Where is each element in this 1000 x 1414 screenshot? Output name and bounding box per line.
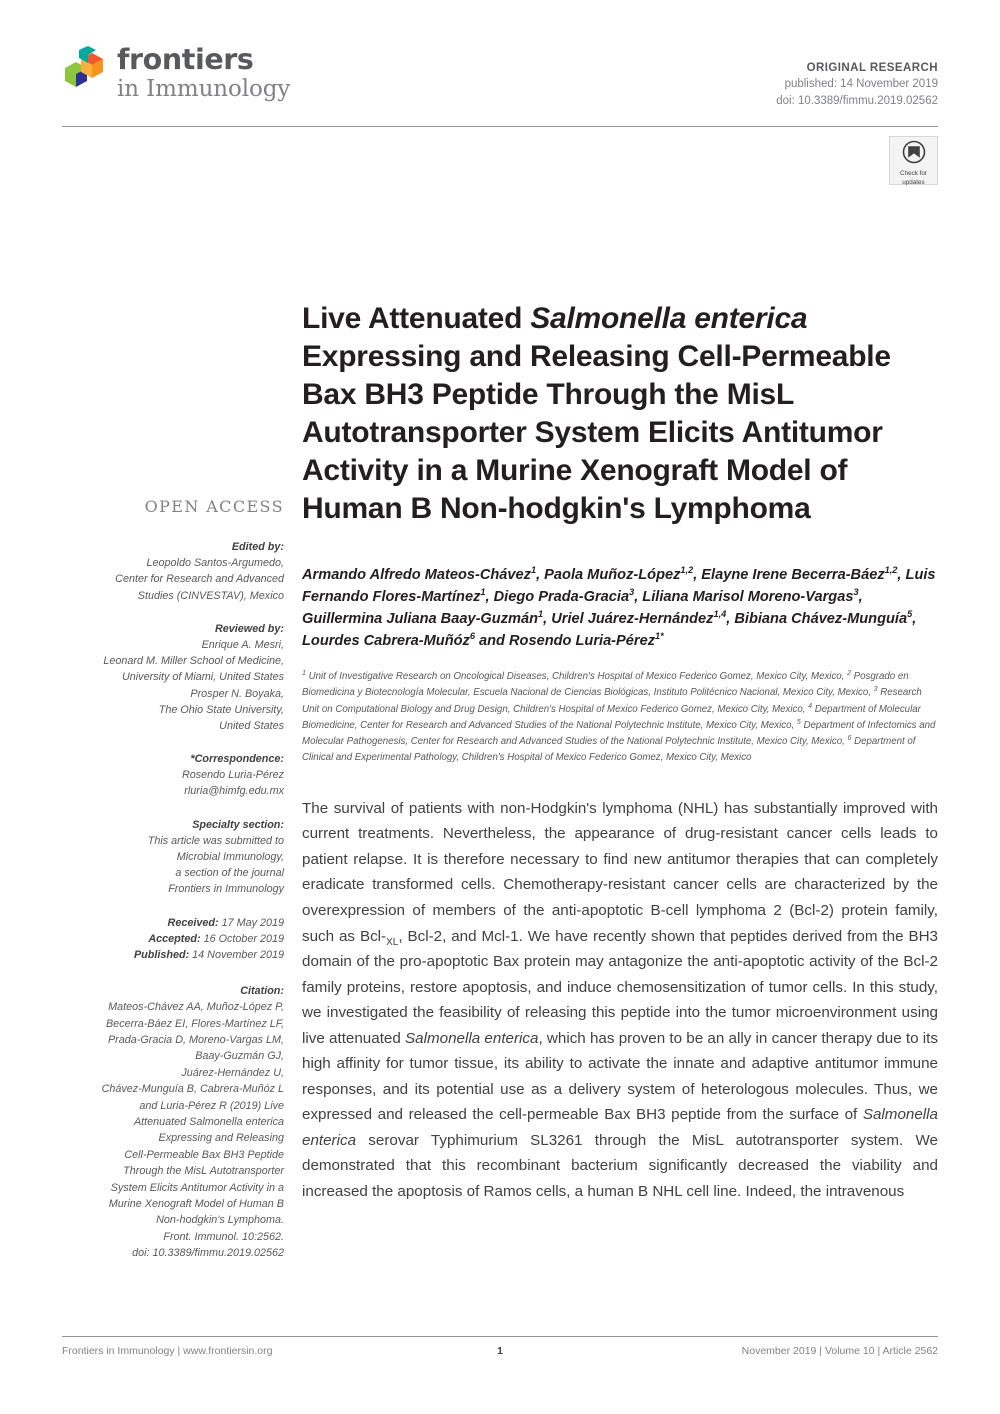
- editor-line: Leopoldo Santos-Argumedo,: [146, 557, 284, 570]
- published-label: Published:: [133, 949, 190, 962]
- article-dates-block: [62, 915, 284, 964]
- crossmark-label-line2: updates: [902, 178, 925, 186]
- specialty-line: Frontiers in Immunology: [168, 883, 284, 896]
- specialty-line: a section of the journal: [175, 867, 284, 880]
- published-date: published: 14 November 2019: [784, 78, 938, 91]
- page-footer: [62, 1345, 938, 1365]
- affiliations-list: $^1$ Unit of Investigative Research on Oncological Diseases, Children's Hospital of Mexico Federico Gomez, Mexico City, Mexico, $^2$ Posgrado en Biomedicina y Biotecnología Molecular, Escuela Nacional de Ciencias Biológicas, Instituto Politécnico Nacional, Mexico City, Mexico, $^3$ Research Unit on Computational Biology and Drug Design, Children's Hospital of Mexico Federico Gomez, Mexico City, Mexico, $^4$ Department of Molecular Biomedicine, Center for Research and Advanced Studies of the National Polytechnic Institute, Mexico City, Mexico, $^5$ Department of Infectomics and Molecular Pathogenesis, Center for Research and Advanced Studies of the National Polytechnic Institute, Mexico City, Mexico, $^6$ Department of Clinical and Experimental Pathology, Children's Hospital of Mexico Federico Gomez, Mexico City, Mexico: [302, 670, 936, 763]
- received-label: Received:: [167, 916, 219, 929]
- citation-line: Murine Xenograft Model of Human B: [108, 1198, 284, 1211]
- logo-frontiers-word: frontiers: [117, 43, 254, 76]
- editor-line: Center for Research and Advanced: [115, 573, 284, 586]
- footer-issue-info: November 2019 | Volume 10 | Article 2562: [741, 1345, 938, 1357]
- frontiers-cubes-icon: [62, 46, 108, 94]
- specialty-line: This article was submitted to: [147, 834, 284, 847]
- citation-block: [62, 983, 284, 1262]
- citation-doi[interactable]: doi: 10.3389/fimmu.2019.02562: [132, 1247, 284, 1260]
- accepted-value: 16 October 2019: [203, 932, 284, 945]
- abstract-text: The survival of patients with non-Hodgkin's lymphoma (NHL) has substantially improved with current treatments. Nevertheless, the appearance of drug-resistant cancer cells leads to patient relapse. It is therefore necessary to find new antitumor therapies that can completely eradicate transformed cells. Chemotherapy-resistant cancer cells are characterized by the overexpression of members of the anti-apoptotic B-cell lymphoma 2 (Bcl-2) protein family, such as Bcl-$_{XL}$, Bcl-2, and Mcl-1. We have recently shown that peptides derived from the BH3 domain of the pro-apoptotic Bax protein may antagonize the anti-apoptotic activity of the Bcl-2 family proteins, restore apoptosis, and induce chemosensitization of tumor cells. In this study, we investigated the feasibility of releasing this peptide into the tumor microenvironment using live attenuated Salmonella enterica, which has proven to be an ally in cancer therapy due to its high affinity for tumor tissue, its ability to activate the innate and adaptive antitumor immune responses, and its potential use as a delivery system of heterologous molecules. Thus, we expressed and released the cell-permeable Bax BH3 peptide from the surface of Salmonella enterica serovar Typhimurium SL3261 through the MisL autotransporter system. We demonstrated that this recombinant bacterium significantly decreased the viability and increased the apoptosis of Ramos cells, a human B NHL cell line. Indeed, the intravenous: [302, 799, 939, 1200]
- citation-line: Through the MisL Autotransporter: [123, 1165, 284, 1178]
- article-main: [302, 300, 938, 1204]
- citation-label: Citation:: [240, 984, 284, 997]
- citation-line: Expressing and Releasing: [158, 1132, 284, 1145]
- citation-line: Baay-Guzmán GJ,: [195, 1050, 284, 1063]
- open-access-label: OPEN ACCESS: [144, 497, 284, 516]
- header-metadata: [776, 60, 938, 109]
- citation-line: and Luria-Pérez R (2019) Live: [139, 1099, 284, 1112]
- published-value: 14 November 2019: [192, 949, 284, 962]
- article-type-label: ORIGINAL RESEARCH: [806, 62, 938, 74]
- footer-divider: [62, 1336, 938, 1337]
- specialty-section-label: Specialty section:: [192, 818, 284, 831]
- citation-line: Juárez-Hernández U,: [181, 1066, 284, 1079]
- logo-journal-name: in Immunology: [117, 75, 291, 102]
- received-value: 17 May 2019: [221, 916, 284, 929]
- edited-by-block: [62, 539, 284, 604]
- specialty-section-block: [62, 817, 284, 898]
- footer-page-number: 1: [497, 1345, 503, 1357]
- frontiers-logo: [62, 44, 290, 101]
- received-date: [62, 915, 284, 931]
- footer-journal-url[interactable]: Frontiers in Immunology | www.frontiersin.org: [62, 1345, 273, 1357]
- citation-line: Mateos-Chávez AA, Muñoz-López P,: [108, 1001, 284, 1014]
- reviewer-line: Leonard M. Miller School of Medicine,: [103, 655, 284, 668]
- reviewer-line: University of Miami, United States: [121, 671, 284, 684]
- reviewer-line: The Ohio State University,: [158, 703, 284, 716]
- published-date-sidebar: [62, 947, 284, 963]
- crossmark-icon: [890, 140, 937, 169]
- citation-line: Chávez-Munguía B, Cabrera-Muñóz L: [101, 1083, 284, 1096]
- edited-by-label: Edited by:: [231, 541, 284, 553]
- check-for-updates-badge[interactable]: [889, 136, 938, 185]
- article-sidebar: [62, 497, 284, 1262]
- page-header: [62, 44, 938, 122]
- citation-line: Front. Immunol. 10:2562.: [163, 1230, 284, 1243]
- header-divider: [62, 126, 938, 127]
- reviewed-by-label: Reviewed by:: [214, 622, 284, 635]
- citation-line: Cell-Permeable Bax BH3 Peptide: [124, 1148, 284, 1161]
- citation-line: Prada-Gracia D, Moreno-Vargas LM,: [107, 1034, 284, 1046]
- citation-line: System Elicits Antitumor Activity in a: [110, 1181, 284, 1194]
- author-list: Armando Alfredo Mateos-Chávez$^1$, Paola Muñoz-López$^{1,2}$, Elayne Irene Becerra-Báez$^{1,2}$, Luis Fernando Flores-Martínez$^1$, Diego Prada-Gracia$^3$, Liliana Marisol Moreno-Vargas$^3$, Guillermina Juliana Baay-Guzmán$^1$, Uriel Juárez-Hernández$^{1,4}$, Bibiana Chávez-Munguía$^5$, Lourdes Cabrera-Muñóz$^6$ and Rosendo Luria-Pérez$^{1*}$: [302, 564, 936, 650]
- citation-line: Non-hodgkin's Lymphoma.: [156, 1214, 284, 1227]
- accepted-label: Accepted:: [148, 932, 201, 945]
- reviewed-by-block: [62, 621, 284, 734]
- correspondence-block: [62, 751, 284, 800]
- reviewer-line: Prosper N. Boyaka,: [190, 687, 284, 700]
- correspondence-label: *Correspondence:: [190, 753, 284, 766]
- reviewer-line: Enrique A. Mesri,: [201, 638, 284, 651]
- specialty-line: Microbial Immunology,: [176, 851, 284, 863]
- correspondence-email[interactable]: rluria@himfg.edu.mx: [184, 785, 284, 798]
- crossmark-label-line1: Check for: [900, 170, 927, 177]
- doi-text: doi: 10.3389/fimmu.2019.02562: [776, 94, 938, 107]
- citation-line: Becerra-Báez EI, Flores-Martínez LF,: [105, 1017, 284, 1030]
- page-title: Live Attenuated Salmonella enterica Expressing and Releasing Cell-Permeable Bax BH3 Peptide Through the MisL Autotransporter System Elicits Antitumor Activity in a Murine Xenograft Model of Human B Non-hodgkin's Lymphoma: [302, 302, 891, 525]
- accepted-date: [62, 931, 284, 947]
- citation-line: Attenuated Salmonella enterica: [133, 1116, 284, 1129]
- frontiers-logo-text: [117, 44, 290, 101]
- correspondence-name: Rosendo Luria-Pérez: [181, 769, 284, 782]
- reviewer-line: United States: [219, 719, 284, 732]
- editor-line: Studies (CINVESTAV), Mexico: [137, 589, 284, 602]
